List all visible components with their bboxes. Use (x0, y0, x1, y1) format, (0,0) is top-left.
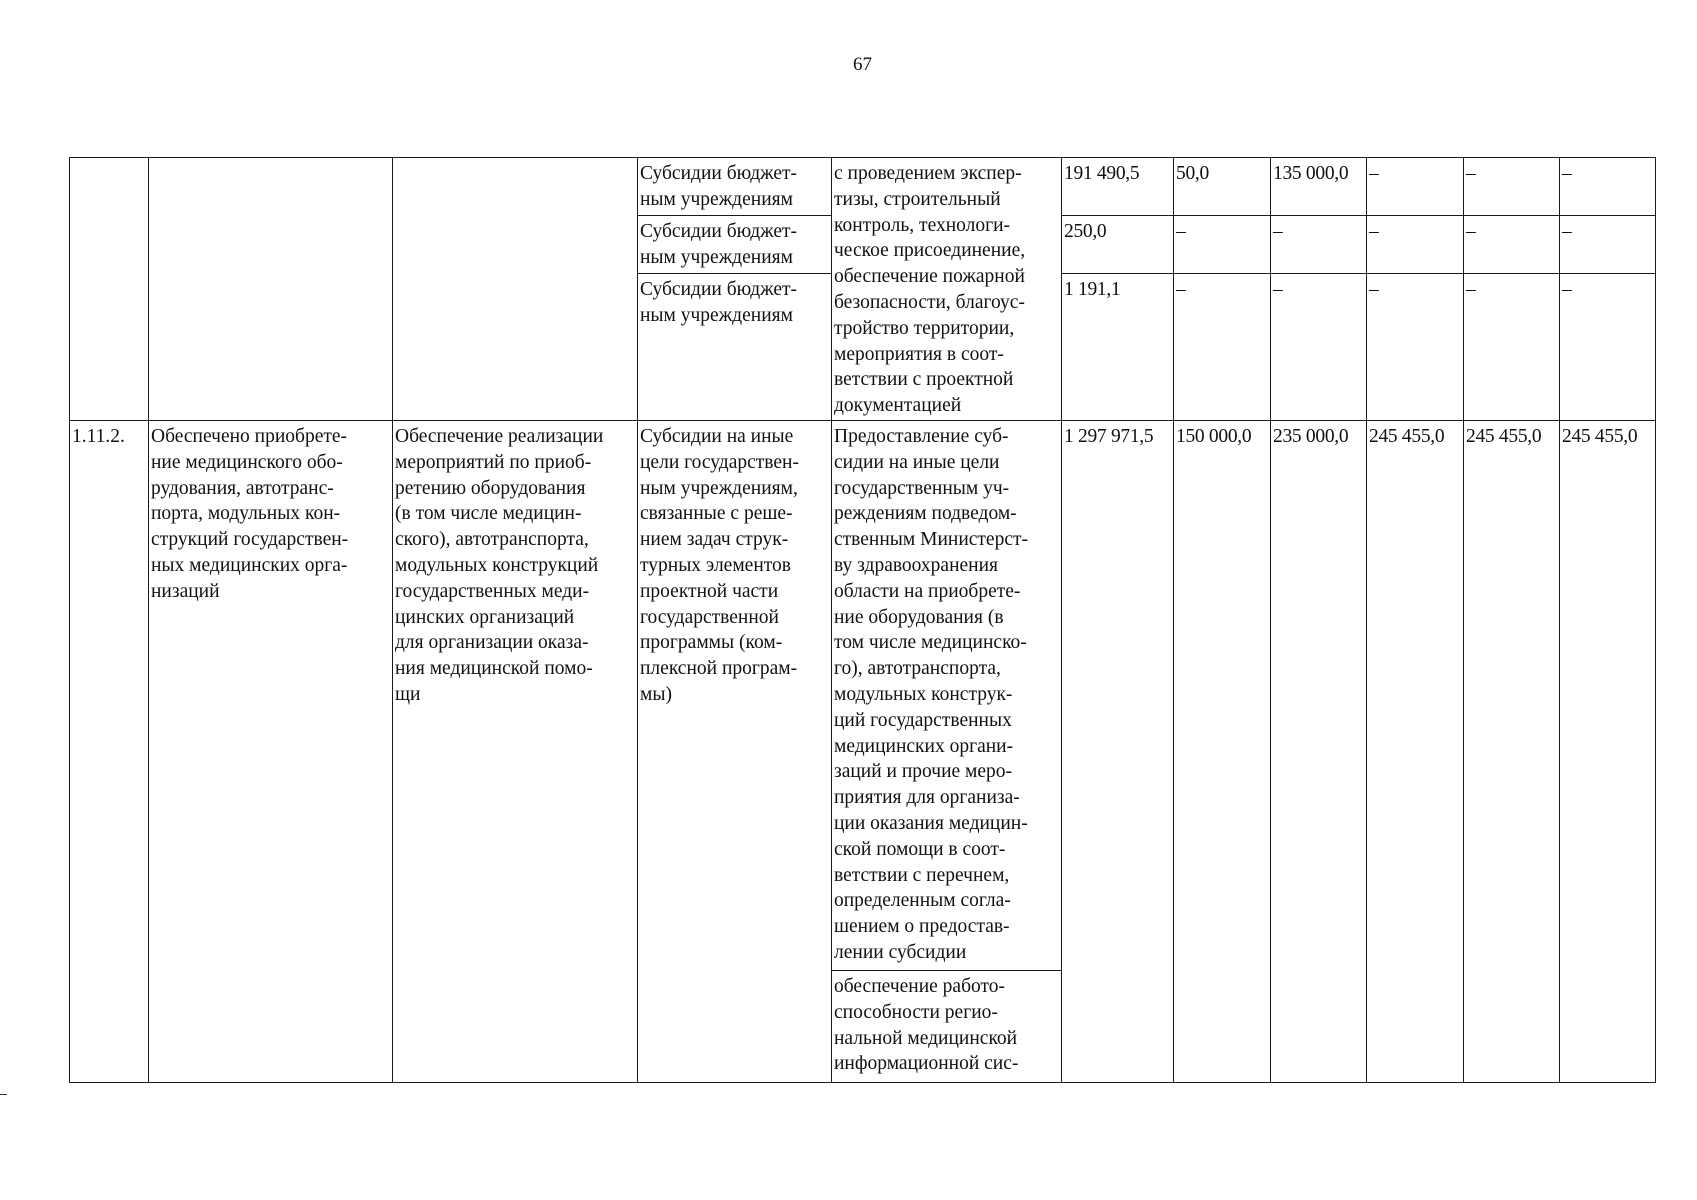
cell-amount-total: 250,0 (1062, 216, 1174, 274)
cell-funding-source: Субсидии бюджет- ным учреждениям (638, 158, 832, 216)
cell-amount-year-3: 245 455,0 (1367, 421, 1464, 1083)
cell-direction: с проведением экспер- тизы, строительный контроль, технологи- ческое присоединение, обеспечение пожарной безопасности, благоус- тройство территории, мероприятия в соот- ветствии с проектной документацией (832, 158, 1062, 421)
cell-direction: Предоставление суб- сидии на иные цели государственным уч- реждениям подведом- ственным Министерст- ву здравоохранения области на приобрете- ние оборудования (в том числе медицинско- го), автотранспорта, модульных конструк- ций государственных медицинских органи- заций и прочие меро- приятия для организа- ции оказания медицин- ской помощи в соот- ветствии с перечнем, определенным согла- шением о предостав- лении субсидии (832, 421, 1062, 971)
cell-result: Обеспечено приобрете- ние медицинского обо- рудования, автотранс- порта, модульных кон- струкций государствен- ных медицинских орга- низаций (149, 421, 393, 1083)
cell-amount-year-5: – (1560, 158, 1656, 216)
cell-funding-source: Субсидии на иные цели государствен- ным учреждениям, связанные с реше- нием задач струк- турных элементов проектной части государственной программы (ком- плексной програм- мы) (638, 421, 832, 1083)
cell-amount-total: 1 191,1 (1062, 274, 1174, 421)
cell-amount-year-1: – (1174, 274, 1271, 421)
cell-amount-year-4: – (1464, 274, 1560, 421)
cell-amount-year-3: – (1367, 158, 1464, 216)
cell-direction: обеспечение работо- способности регио- нальной медицинской информационной сис- (832, 971, 1062, 1083)
cell-amount-total: 191 490,5 (1062, 158, 1174, 216)
cell-number: 1.11.2. (70, 421, 149, 1083)
cell-number-continued (70, 158, 149, 421)
cell-amount-year-1: 50,0 (1174, 158, 1271, 216)
table-row (70, 421, 1656, 971)
cell-amount-total: 1 297 971,5 (1062, 421, 1174, 1083)
cell-amount-year-3: – (1367, 216, 1464, 274)
cell-amount-year-4: 245 455,0 (1464, 421, 1560, 1083)
cell-measure: Обеспечение реализации мероприятий по приоб- ретению оборудования (в том числе медицин- ского), автотранспорта, модульных конструкций государственных меди- цинских организаций для организации оказа- ния медицинской помо- щи (393, 421, 638, 1083)
cell-amount-year-2: – (1271, 274, 1367, 421)
cell-measure-continued (393, 158, 638, 421)
margin-mark (0, 1094, 7, 1095)
cell-amount-year-4: – (1464, 216, 1560, 274)
cell-amount-year-1: – (1174, 216, 1271, 274)
cell-amount-year-1: 150 000,0 (1174, 421, 1271, 1083)
cell-funding-source: Субсидии бюджет- ным учреждениям (638, 216, 832, 274)
cell-funding-source: Субсидии бюджет- ным учреждениям (638, 274, 832, 421)
cell-amount-year-2: – (1271, 216, 1367, 274)
cell-amount-year-5: – (1560, 216, 1656, 274)
cell-amount-year-2: 135 000,0 (1271, 158, 1367, 216)
program-table (69, 157, 1656, 1083)
cell-amount-year-5: 245 455,0 (1560, 421, 1656, 1083)
cell-result-continued (149, 158, 393, 421)
cell-amount-year-5: – (1560, 274, 1656, 421)
cell-amount-year-3: – (1367, 274, 1464, 421)
cell-amount-year-4: – (1464, 158, 1560, 216)
page-number: 67 (853, 54, 872, 75)
cell-amount-year-2: 235 000,0 (1271, 421, 1367, 1083)
table-row (70, 158, 1656, 216)
